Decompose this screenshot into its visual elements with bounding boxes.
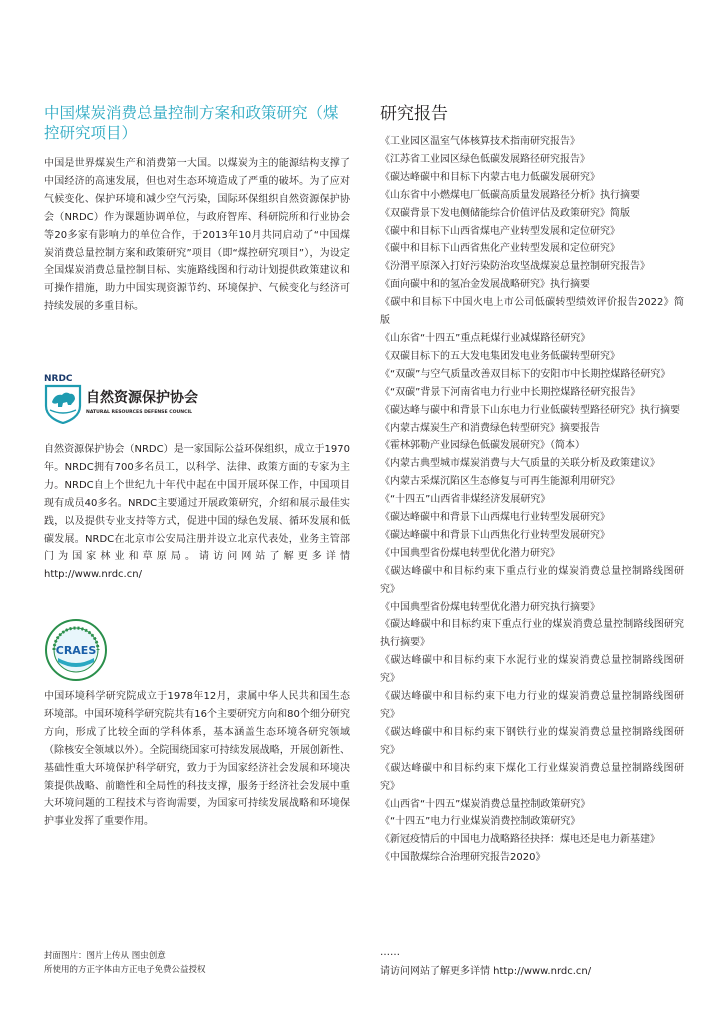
cover-credit: 封面图片：图片上传从 图虫创意: [44, 951, 166, 961]
report-item: 《碳达峰碳中和目标约束下重点行业的煤炭消费总量控制路线图研究》: [380, 565, 684, 595]
visit-website-link[interactable]: 请访问网站了解更多详情 http://www.nrdc.cn/: [380, 966, 592, 977]
nrdc-logo: [44, 372, 224, 424]
report-item: 《“十四五”电力行业煤炭消费控制政策研究》: [380, 816, 581, 828]
report-item: 《双碳目标下的五大发电集团发电业务低碳转型研究》: [380, 350, 620, 362]
report-item: 《碳达峰碳中和背景下山西焦化行业转型发展研究》: [380, 529, 610, 541]
nrdc-logo-mark: NRDC: [44, 374, 73, 384]
report-item: 《“十四五”山西省非煤经济发展研究》: [380, 494, 551, 506]
report-item: 《工业园区温室气体核算技术指南研究报告》: [380, 136, 580, 147]
report-item: 《霍林郭勒产业园绿色低碳发展研究》（简本）: [380, 440, 585, 452]
report-item: 《江苏省工业园区绿色低碳发展路径研究报告》: [380, 153, 590, 165]
report-item: 《碳达峰碳中和目标下内蒙古电力低碳发展研究》: [380, 171, 600, 183]
report-item: 《碳中和目标下山西省焦化产业转型发展和定位研究》: [380, 243, 620, 255]
report-item: 《碳中和目标下山西省煤电产业转型发展和定位研究》: [380, 225, 620, 237]
left-column: [44, 103, 350, 316]
nrdc-logo-name-cn: 自然资源保护协会: [86, 390, 198, 406]
report-item: 《碳达峰碳中和目标约束下重点行业的煤炭消费总量控制路线图研究执行摘要》: [380, 619, 684, 649]
project-title: 中国煤炭消费总量控制方案和政策研究（煤控研究项目）: [44, 104, 339, 142]
report-item: 《中国典型省份煤电转型优化潜力研究》: [380, 547, 560, 559]
craes-description: 中国环境科学研究院成立于1978年12月，隶属中华人民共和国生态环境部。中国环境科学研究院共有16个主要研究方向和80个细分研究方向，形成了比较全面的学科体系，基本涵盖生态环境各研究领域（除核安全领域以外）。全院围绕国家可持续发展战略，开展创新性、基础性重大环境保护科学研究，致力于为国家经济社会发展和环境决策提供战略、前瞻性和全局性的科技支撑，服务于经济社会发展中重大环境问题的工程技术与咨询需要，为国家可持续发展战略和环境保护事业发挥了重要作用。: [44, 691, 350, 828]
craes-logo-mark: CRAES: [55, 644, 97, 657]
report-item: 《碳达峰碳中和目标约束下煤化工行业煤炭消费总量控制路线图研究》: [380, 762, 684, 792]
font-credit: 所使用的方正字体由方正电子免费公益授权: [44, 965, 206, 975]
image-credits: [44, 949, 350, 977]
nrdc-logo-name-en: NATURAL RESOURCES DEFENSE COUNCIL: [86, 410, 193, 415]
report-item: 《中国散煤综合治理研究报告2020》: [380, 852, 546, 864]
report-item: 《碳达峰碳中和目标约束下钢铁行业的煤炭消费总量控制路线图研究》: [380, 726, 684, 756]
report-item: 《碳达峰碳中和背景下山西煤电行业转型发展研究》: [380, 512, 610, 524]
nrdc-description: 自然资源保护协会（NRDC）是一家国际公益环保组织，成立于1970年。NRDC拥有700多名员工，以科学、法律、政策方面的专家为主力。NRDC自上个世纪九十年代中起在中国开展环保工作，中国项目现有成员40多名。NRDC主要通过开展政策研究，介绍和展示最佳实践，以及提供专业支持等方式，促进中国的绿色发展、循环发展和低碳发展。NRDC在北京市公安局注册并设立北京代表处，业务主管部门为国家林业和草原局。请访问网站了解更多详情 http://www.nrdc.cn/: [44, 444, 350, 581]
report-item: 《碳达峰与碳中和背景下山东电力行业低碳转型路径研究》执行摘要: [380, 404, 680, 416]
report-list-ellipsis: ……: [380, 947, 400, 958]
report-item: 《内蒙古采煤沉陷区生态修复与可再生能源利用研究》: [380, 476, 620, 488]
reports-title: 研究报告: [380, 104, 448, 124]
report-item: 《碳达峰碳中和目标约束下水泥行业的煤炭消费总量控制路线图研究》: [380, 655, 684, 685]
report-item: 《“双碳”背景下河南省电力行业中长期控煤路径研究报告》: [380, 386, 641, 398]
report-item: 《内蒙古典型城市煤炭消费与大气质量的关联分析及政策建议》: [380, 458, 660, 470]
right-column: [380, 103, 684, 867]
report-item: 《汾渭平原深入打好污染防治攻坚战煤炭总量控制研究报告》: [380, 261, 650, 273]
craes-logo: [44, 618, 108, 682]
report-item: 《山西省“十四五”煤炭消费总量控制政策研究》: [380, 798, 591, 810]
report-item: 《山东省中小燃煤电厂低碳高质量发展路径分析》执行摘要: [380, 189, 640, 201]
report-item: 《内蒙古煤炭生产和消费绿色转型研究》摘要报告: [380, 422, 600, 434]
report-item: 《山东省“十四五”重点耗煤行业减煤路径研究》: [380, 332, 591, 344]
report-list: [380, 133, 684, 867]
report-item: 《“双碳”与空气质量改善双目标下的安阳市中长期控煤路径研究》: [380, 368, 671, 380]
report-item: 《碳达峰碳中和目标约束下电力行业的煤炭消费总量控制路线图研究》: [380, 691, 684, 720]
report-item: 《面向碳中和的氢冶金发展战略研究》执行摘要: [380, 279, 590, 291]
report-item: 《新冠疫情后的中国电力战略路径抉择：煤电还是电力新基建》: [380, 834, 660, 846]
report-item: 《中国典型省份煤电转型优化潜力研究执行摘要》: [380, 601, 600, 613]
report-item: 《碳中和目标下中国火电上市公司低碳转型绩效评价报告2022》简版: [380, 297, 684, 327]
project-intro: 中国是世界煤炭生产和消费第一大国。以煤炭为主的能源结构支撑了中国经济的高速发展，但也对生态环境造成了严重的破坏。为了应对气候变化、保护环境和减少空气污染，国际环保组织自然资源保护协会（NRDC）作为课题协调单位，与政府智库、科研院所和行业协会等20多家有影响力的单位合作，于2013年10月共同启动了“中国煤炭消费总量控制方案和政策研究”项目（即“煤控研究项目”），为设定全国煤炭消费总量控制目标、实施路线图和行动计划提供政策建议和可操作措施，助力中国实现资源节约、环境保护、气候变化与经济可持续发展的多重目标。: [44, 158, 350, 313]
report-item: 《双碳背景下发电侧储能综合价值评估及政策研究》简版: [380, 207, 630, 219]
